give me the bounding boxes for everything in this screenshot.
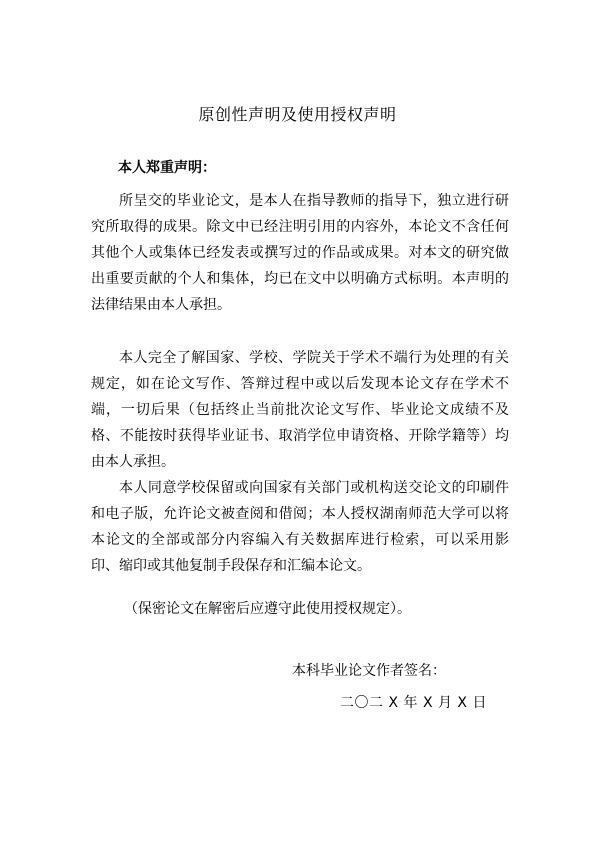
- author-signature-label: 本科毕业论文作者签名：: [292, 663, 446, 679]
- page-title: 原创性声明及使用授权声明: [198, 105, 397, 124]
- paragraph-academic-misconduct: 本人完全了解国家、学校、学院关于学术不端行为处理的有关规定，如在论文写作、答辩过程中或以后发现本论文存在学术不端，一切后果（包括终止当前批次论文写作、毕业论文成绩不及格、不能按时获得毕业证书、取消学位申请资格、开除学籍等）均由本人承担。: [91, 350, 509, 470]
- paragraph-authorization: 本人同意学校保留或向国家有关部门或机构送交论文的印刷件和电子版，允许论文被查阅和借阅；本人授权湖南师范大学可以将本论文的全部或部分内容编入有关数据库进行检索，可以采用影印、缩印或其他复制手段保存和汇编本论文。: [91, 480, 509, 574]
- paragraph-originality: 所呈交的毕业论文，是本人在指导教师的指导下，独立进行研究所取得的成果。除文中已经注明引用的内容外，本论文不含任何其他个人或集体已经发表或撰写过的作品或成果。对本文的研究做出重要贡献的个人和集体，均已在文中以明确方式标明。本声明的法律结果由本人承担。: [91, 193, 509, 313]
- declaration-heading: 本人郑重声明：: [118, 160, 216, 176]
- confidentiality-note: （保密论文在解密后应遵守此使用授权规定）。: [124, 601, 411, 617]
- signature-date: 二〇二 X 年 X 月 X 日: [340, 695, 487, 711]
